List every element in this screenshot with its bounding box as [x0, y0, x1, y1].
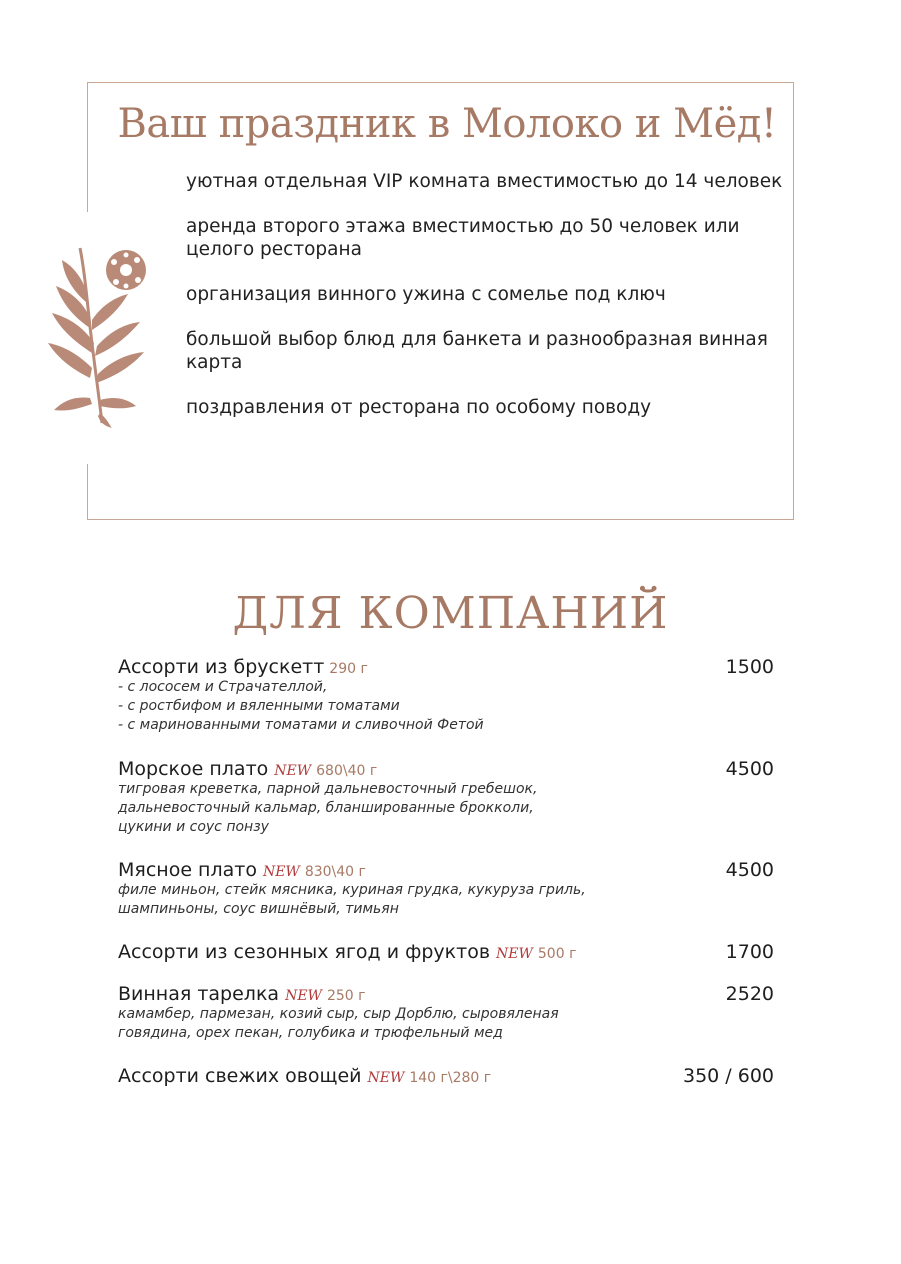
item-weight: 140 г\280 г	[409, 1070, 492, 1086]
menu-item	[118, 859, 774, 919]
item-price: 1500	[725, 656, 774, 678]
new-badge: NEW	[274, 763, 312, 779]
section-title: ДЛЯ КОМПАНИЙ	[232, 588, 669, 639]
item-name: Ассорти из брускетт	[118, 656, 325, 678]
feature-item: поздравления от ресторана по особому поводу	[186, 397, 652, 418]
new-badge: NEW	[262, 864, 300, 880]
item-price: 350 / 600	[682, 1065, 774, 1087]
new-badge: NEW	[285, 988, 322, 1004]
item-name: Ассорти свежих овощей	[118, 1065, 362, 1087]
item-weight: 290 г	[329, 661, 368, 677]
item-desc-line: тигровая креветка, парной дальневосточный гребешок,	[118, 781, 538, 797]
new-badge: NEW	[367, 1070, 405, 1086]
item-desc-line: - с ростбифом и вяленными томатами	[118, 698, 400, 714]
leaf-flower-icon	[40, 228, 160, 428]
menu-list	[118, 656, 774, 1087]
item-price: 4500	[725, 859, 774, 881]
item-desc-line: филе миньон, стейк мясника, куриная грудка, кукуруза гриль,	[118, 882, 586, 898]
item-weight: 250 г	[326, 988, 366, 1004]
item-name: Винная тарелка	[118, 983, 280, 1005]
item-weight: 830\40 г	[304, 864, 366, 880]
banner-title: Ваш праздник в Молоко и Мёд!	[117, 101, 777, 147]
feature-item: уютная отдельная VIP комната вместимостью до 14 человек	[186, 171, 783, 192]
new-badge: NEW	[496, 946, 533, 962]
menu-item	[118, 983, 774, 1043]
item-desc-line: дальневосточный кальмар, бланшированные брокколи,	[118, 800, 534, 816]
item-name: Морское плато	[118, 758, 269, 780]
feature-item: организация винного ужина с сомелье под ключ	[186, 284, 666, 305]
item-price: 2520	[725, 983, 774, 1005]
menu-item	[118, 656, 774, 735]
menu-item	[118, 758, 774, 837]
menu-item	[118, 941, 774, 963]
item-desc-line: - с маринованными томатами и сливочной Фетой	[118, 717, 484, 733]
item-desc-line: цукини и соус понзу	[118, 819, 269, 835]
features-list	[186, 170, 786, 441]
item-name: Мясное плато	[118, 859, 257, 881]
feature-item: аренда второго этажа вместимостью до 50 человек или целого ресторана	[186, 216, 740, 260]
item-desc-line: шампиньоны, соус вишнёвый, тимьян	[118, 901, 399, 917]
menu-item	[118, 1065, 774, 1087]
item-weight: 680\40 г	[316, 763, 378, 779]
item-desc-line: говядина, орех пекан, голубика и трюфельный мед	[118, 1025, 503, 1041]
item-desc-line: камамбер, пармезан, козий сыр, сыр Дорблю, сыровяленая	[118, 1006, 559, 1022]
item-name: Ассорти из сезонных ягод и фруктов	[118, 941, 491, 963]
item-weight: 500 г	[537, 946, 577, 962]
item-price: 1700	[725, 941, 774, 963]
item-desc-line: - с лососем и Страчателлой,	[118, 679, 328, 695]
feature-item: большой выбор блюд для банкета и разнообразная винная карта	[186, 329, 768, 373]
item-price: 4500	[725, 758, 774, 780]
